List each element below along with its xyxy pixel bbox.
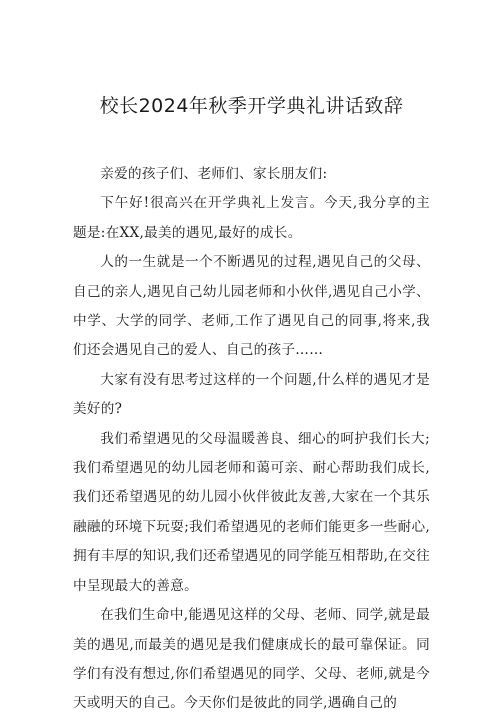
body-paragraph: 我们希望遇见的父母温暖善良、细心的呵护我们长大;我们希望遇见的幼儿园老师和蔼可亲、耐心帮助我们成长,我们还希望遇见的幼儿园小伙伴彼此友善,大家在一个其乐融融的环境下玩耍;我们希望遇见的老师们能更多一些耐心,拥有丰厚的知识,我们还希望遇见的同学能互相帮助,在交往中呈现最大的善意。 [73, 430, 430, 594]
body-paragraph: 在我们生命中,能遇见这样的父母、老师、同学,就是最美的遇见,而最美的遇见是我们健康成长的最可靠保证。同学们有没有想过,你们希望遇见的同学、父母、老师,就是今天或明天的自己。今天你们是彼此的同学,遇确自己的 [73, 607, 430, 712]
body-paragraph: 人的一生就是一个不断遇见的过程,遇见自己的父母、自己的亲人,遇见自己幼儿园老师和小伙伴,遇见自己小学、中学、大学的同学、老师,工作了遇见自己的同事,将来,我们还会遇见自己的爱人、自己的孩子…… [73, 254, 430, 359]
body-paragraph: 大家有没有思考过这样的一个问题,什么样的遇见才是美好的? [73, 371, 430, 418]
document-title: 校长2024年秋季开学典礼讲话致辞 [99, 95, 404, 117]
greeting-paragraph: 亲爱的孩子们、老师们、家长朋友们: [100, 166, 328, 182]
body-paragraph: 下午好!很高兴在开学典礼上发言。今天,我分享的主题是:在XX,最美的遇见,最好的成长。 [73, 195, 430, 241]
